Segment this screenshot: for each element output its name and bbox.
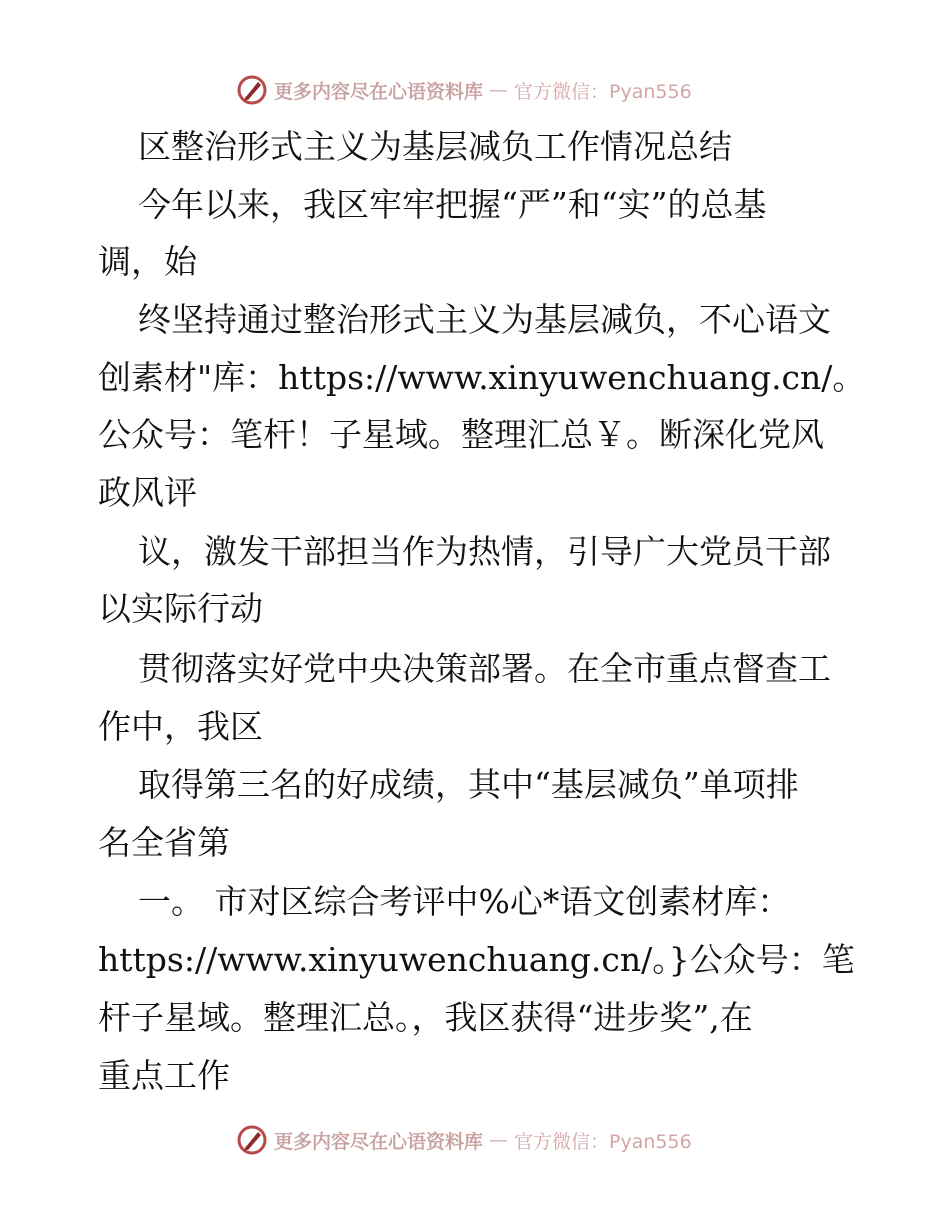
paragraph-line: 作中，我区 bbox=[98, 707, 263, 746]
paragraph-line: 终坚持通过整治形式主义为基层减负，不心语文 bbox=[138, 300, 831, 339]
paragraph-line: 重点工作 bbox=[98, 1056, 230, 1095]
paragraph-line: 议，激发干部担当作为热情，引导广大党员干部 bbox=[138, 532, 831, 571]
paragraph-line: 杆子星域。整理汇总。，我区获得“进步奖”,在 bbox=[98, 998, 753, 1037]
paragraph-line: 名全省第 bbox=[98, 823, 230, 862]
header-watermark bbox=[236, 72, 716, 108]
quill-pen-logo-icon bbox=[236, 74, 268, 106]
paragraph-line: 调，始 bbox=[98, 242, 197, 281]
paragraph-line: 以实际行动 bbox=[98, 589, 263, 628]
paragraph-line: https://www.xinyuwenchuang.cn/。}公众号：笔 bbox=[98, 940, 855, 979]
watermark-dash: — bbox=[489, 1129, 509, 1151]
watermark-text: 更多内容尽在心语资料库 bbox=[274, 80, 484, 103]
paragraph-line: 创素材"库：https://www.xinyuwenchuang.cn/。 bbox=[98, 358, 866, 397]
paragraph-line: 贯彻落实好党中央决策部署。在全市重点督查工 bbox=[138, 649, 831, 688]
watermark-wechat: 官方微信：Pyan556 bbox=[514, 80, 692, 103]
paragraph-line: 今年以来，我区牢牢把握“严”和“实”的总基 bbox=[138, 185, 767, 224]
footer-watermark bbox=[236, 1122, 716, 1158]
watermark-wechat: 官方微信：Pyan556 bbox=[514, 1130, 692, 1153]
paragraph-line: 一。 市对区综合考评中%心*语文创素材库： bbox=[138, 882, 791, 921]
watermark-text: 更多内容尽在心语资料库 bbox=[274, 1130, 484, 1153]
paragraph-line: 公众号：笔杆！子星域。整理汇总￥。断深化党风 bbox=[98, 415, 824, 454]
paragraph-line: 取得第三名的好成绩，其中“基层减负”单项排 bbox=[138, 765, 799, 804]
watermark-dash: — bbox=[489, 79, 509, 101]
quill-pen-logo-icon bbox=[236, 1124, 268, 1156]
document-title: 区整治形式主义为基层减负工作情况总结 bbox=[138, 127, 732, 166]
paragraph-line: 政风评 bbox=[98, 473, 197, 512]
